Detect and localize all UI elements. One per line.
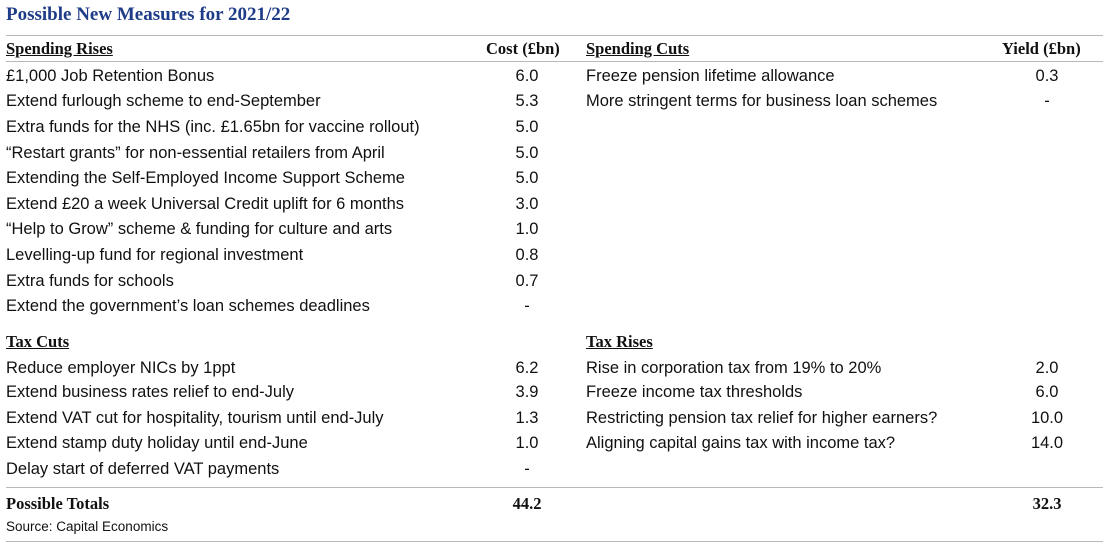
list-item-label: “Help to Grow” scheme & funding for culture and arts: [6, 220, 393, 238]
tax-cuts-header: Tax Cuts: [6, 332, 70, 351]
list-item-value: 3.9: [515, 383, 539, 401]
list-item-label: Freeze income tax thresholds: [586, 383, 803, 401]
list-item-label: Extending the Self-Employed Income Support Scheme: [6, 169, 405, 187]
list-item-value: 0.8: [515, 246, 539, 264]
page-title: Possible New Measures for 2021/22: [6, 4, 291, 25]
list-item-value: 0.7: [515, 272, 539, 290]
list-item-value: 0.3: [1035, 67, 1059, 85]
total-cost: 44.2: [512, 494, 542, 513]
list-item-value: 6.0: [515, 67, 539, 85]
list-item-label: Extend £20 a week Universal Credit uplift for 6 months: [6, 195, 405, 213]
list-item-value: 2.0: [1035, 359, 1059, 377]
list-item-label: Reduce employer NICs by 1ppt: [6, 359, 236, 377]
total-yield: 32.3: [1032, 494, 1062, 513]
list-item-label: Delay start of deferred VAT payments: [6, 460, 280, 478]
list-item-label: Extend furlough scheme to end-September: [6, 92, 321, 110]
tax-rises-header: Tax Rises: [586, 332, 653, 351]
list-item-label: Extend stamp duty holiday until end-June: [6, 434, 308, 452]
totals-rule: [6, 487, 1103, 488]
list-item-value: 10.0: [1030, 409, 1064, 427]
header-rule: [6, 61, 1103, 62]
list-item-value: 14.0: [1030, 434, 1064, 452]
cost-header: Cost (£bn): [486, 39, 560, 58]
list-item-value: -: [1044, 92, 1050, 110]
list-item-value: 5.3: [515, 92, 539, 110]
list-item-value: 5.0: [515, 169, 539, 187]
yield-header: Yield (£bn): [1002, 39, 1081, 58]
list-item-label: Extend business rates relief to end-July: [6, 383, 294, 401]
list-item-value: -: [524, 297, 530, 315]
source-note: Source: Capital Economics: [6, 519, 169, 534]
list-item-label: £1,000 Job Retention Bonus: [6, 67, 215, 85]
list-item-label: Extra funds for schools: [6, 272, 174, 290]
spending-rises-header: Spending Rises: [6, 39, 113, 58]
list-item-label: Rise in corporation tax from 19% to 20%: [586, 359, 882, 377]
list-item-value: 5.0: [515, 144, 539, 162]
list-item-label: Extra funds for the NHS (inc. £1.65bn for vaccine rollout): [6, 118, 420, 136]
top-rule: [6, 35, 1103, 36]
list-item-label: More stringent terms for business loan schemes: [586, 92, 938, 110]
list-item-value: 1.0: [515, 434, 539, 452]
list-item-value: 1.0: [515, 220, 539, 238]
list-item-value: 6.0: [1035, 383, 1059, 401]
list-item-label: Extend VAT cut for hospitality, tourism until end-July: [6, 409, 384, 427]
list-item-label: Levelling-up fund for regional investment: [6, 246, 304, 264]
totals-label: Possible Totals: [6, 494, 110, 513]
spending-cuts-header: Spending Cuts: [586, 39, 690, 58]
list-item-label: Extend the government’s loan schemes deadlines: [6, 297, 370, 315]
list-item-value: 1.3: [515, 409, 539, 427]
list-item-value: 3.0: [515, 195, 539, 213]
list-item-value: 5.0: [515, 118, 539, 136]
list-item-label: Restricting pension tax relief for higher earners?: [586, 409, 938, 427]
list-item-value: -: [524, 460, 530, 478]
list-item-label: “Restart grants” for non-essential retailers from April: [6, 144, 385, 162]
list-item-label: Aligning capital gains tax with income tax?: [586, 434, 896, 452]
list-item-value: 6.2: [515, 359, 539, 377]
bottom-rule: [6, 541, 1103, 542]
list-item-label: Freeze pension lifetime allowance: [586, 67, 835, 85]
